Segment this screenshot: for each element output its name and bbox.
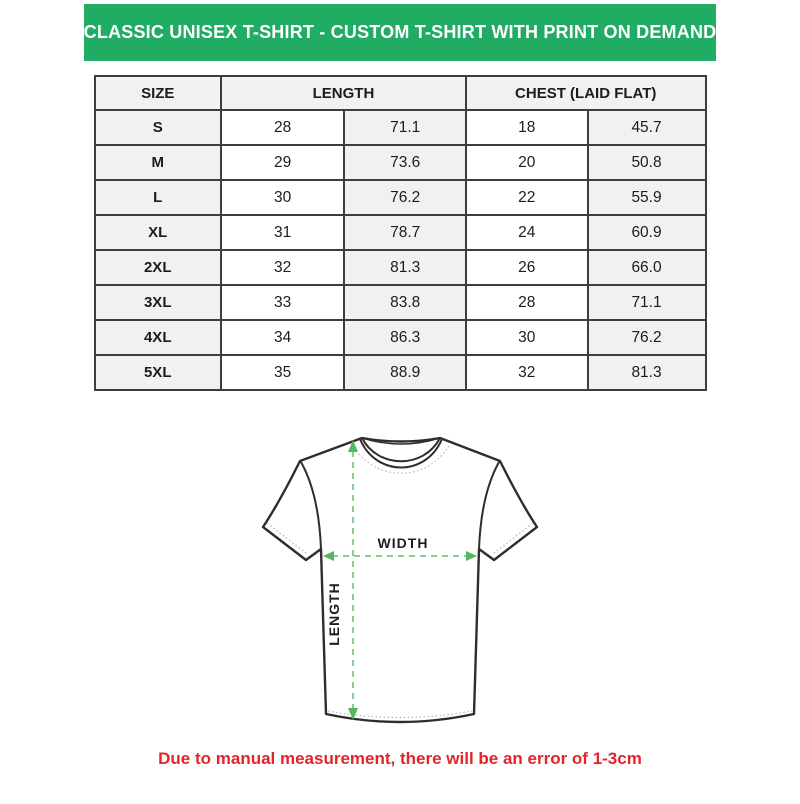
column-header-size: SIZE [95,76,221,110]
chest-cm-cell: 76.2 [588,320,706,355]
size-cell: L [95,180,221,215]
size-cell: 5XL [95,355,221,390]
column-header-chest: CHEST (LAID FLAT) [466,76,706,110]
table-row [95,180,706,215]
length-inches-cell: 33 [221,285,344,320]
chest-inches-cell: 32 [466,355,588,390]
size-cell: 4XL [95,320,221,355]
length-cm-cell: 73.6 [344,145,466,180]
table-row [95,145,706,180]
length-inches-cell: 29 [221,145,344,180]
size-table-body [95,110,706,390]
title-banner [84,4,716,61]
length-inches-cell: 30 [221,180,344,215]
table-row [95,285,706,320]
chest-inches-cell: 30 [466,320,588,355]
table-header-row [95,76,706,110]
table-row [95,250,706,285]
chest-cm-cell: 55.9 [588,180,706,215]
chest-cm-cell: 81.3 [588,355,706,390]
table-row [95,110,706,145]
chest-cm-cell: 60.9 [588,215,706,250]
chest-inches-cell: 22 [466,180,588,215]
length-inches-cell: 34 [221,320,344,355]
chest-inches-cell: 20 [466,145,588,180]
chest-cm-cell: 45.7 [588,110,706,145]
chest-inches-cell: 26 [466,250,588,285]
page-title: CLASSIC UNISEX T-SHIRT - CUSTOM T-SHIRT WITH PRINT ON DEMAND [83,22,717,42]
length-cm-cell: 71.1 [344,110,466,145]
chest-inches-cell: 28 [466,285,588,320]
tshirt-measurement-diagram [250,431,550,741]
length-cm-cell: 83.8 [344,285,466,320]
size-cell: 2XL [95,250,221,285]
length-inches-cell: 31 [221,215,344,250]
length-cm-cell: 76.2 [344,180,466,215]
size-cell: XL [95,215,221,250]
table-row [95,320,706,355]
length-cm-cell: 88.9 [344,355,466,390]
size-cell: 3XL [95,285,221,320]
chest-inches-cell: 24 [466,215,588,250]
tshirt-outline-icon [263,438,537,722]
size-chart-page [0,4,800,769]
width-arrow-label: WIDTH [377,535,429,551]
length-cm-cell: 81.3 [344,250,466,285]
length-inches-cell: 32 [221,250,344,285]
size-cell: S [95,110,221,145]
column-header-length: LENGTH [221,76,466,110]
length-arrow-label: LENGTH [326,582,342,646]
chest-cm-cell: 66.0 [588,250,706,285]
measurement-disclaimer: Due to manual measurement, there will be an error of 1-3cm [158,749,642,768]
table-row [95,215,706,250]
length-cm-cell: 86.3 [344,320,466,355]
size-cell: M [95,145,221,180]
size-chart-table [94,75,707,391]
length-inches-cell: 28 [221,110,344,145]
chest-cm-cell: 50.8 [588,145,706,180]
length-inches-cell: 35 [221,355,344,390]
table-row [95,355,706,390]
chest-cm-cell: 71.1 [588,285,706,320]
tshirt-diagram-svg [250,431,550,741]
length-cm-cell: 78.7 [344,215,466,250]
chest-inches-cell: 18 [466,110,588,145]
